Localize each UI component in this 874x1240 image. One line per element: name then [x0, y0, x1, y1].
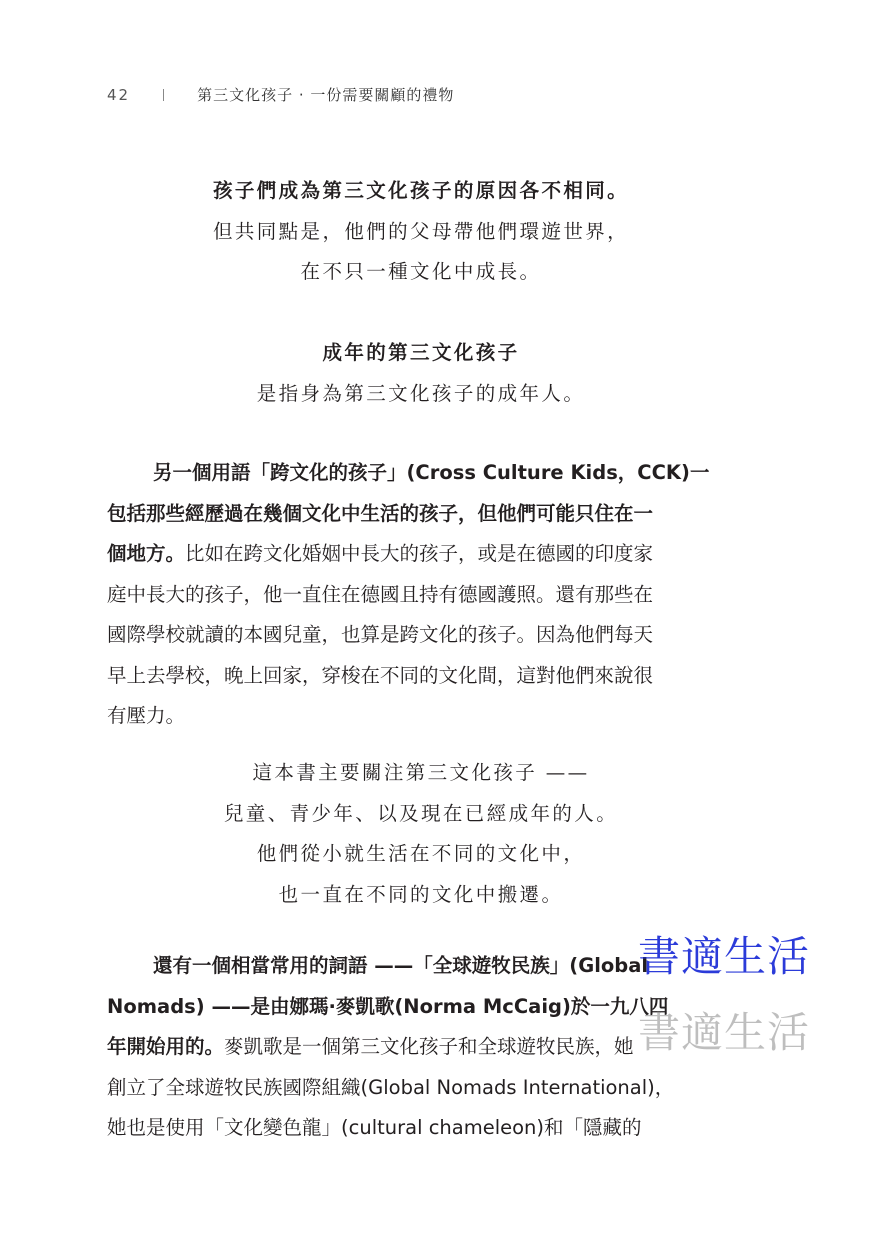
text-line: 國際學校就讀的本國兒童，也算是跨文化的孩子。因為他們每天	[107, 623, 654, 646]
text-line: 創立了全球遊牧民族國際組織(Global Nomads International)，	[107, 1075, 675, 1099]
page-number: 42	[107, 86, 131, 104]
body-paragraph-1	[107, 453, 735, 737]
running-title: 第三文化孩子 · 一份需要關顧的禮物	[197, 86, 455, 104]
quote-block-1	[107, 171, 735, 293]
text-line: Nomads) ——是由娜瑪·麥凱歌(Norma McCaig)於一九八四	[107, 994, 669, 1018]
quote-line: 這本書主要關注第三文化孩子 ——	[252, 761, 590, 784]
bold-run: 個地方。	[107, 542, 186, 565]
text-line: 另一個用語「跨文化的孩子」(Cross Culture Kids，CCK)一	[153, 461, 710, 484]
text-line: 她也是使用「文化變色龍」(cultural chameleon)和「隱藏的	[107, 1116, 642, 1139]
header-divider	[163, 89, 164, 101]
quote-line: 兒童、青少年、以及現在已經成年的人。	[223, 801, 619, 825]
text-run: 比如在跨文化婚姻中長大的孩子，或是在德國的印度家	[185, 542, 654, 565]
text-line: 還有一個相當常用的詞語 ——「全球遊牧民族」(Global	[153, 954, 649, 977]
text-line	[107, 534, 735, 575]
quote-line: 他們從小就生活在不同的文化中，	[256, 842, 586, 865]
quote-block-2	[107, 333, 735, 414]
quote-line: 但共同點是，他們的父母帶他們環遊世界，	[212, 219, 630, 243]
quote-line: 孩子們成為第三文化孩子的原因各不相同。	[212, 179, 630, 202]
watermark-blue: 書適生活	[638, 932, 811, 981]
text-run: 麥凱歌是一個第三文化孩子和全球遊牧民族，她	[224, 1035, 634, 1058]
quote-line: 也一直在不同的文化中搬遷。	[278, 882, 564, 906]
quote-line: 成年的第三文化孩子	[322, 341, 520, 364]
quote-line: 在不只一種文化中成長。	[300, 260, 542, 283]
bold-run: 年開始用的。	[107, 1035, 225, 1058]
quote-line: 是指身為第三文化孩子的成年人。	[256, 381, 586, 405]
text-line: 早上去學校，晚上回家，穿梭在不同的文化間，這對他們來說很	[107, 663, 654, 687]
text-line: 庭中長大的孩子，他一直住在德國且持有德國護照。還有那些在	[107, 582, 654, 606]
watermark-gray: 書適生活	[638, 1008, 811, 1057]
text-line: 包括那些經歷過在幾個文化中生活的孩子，但他們可能只住在一	[107, 501, 654, 525]
text-line: 有壓力。	[107, 704, 186, 727]
quote-block-3	[107, 753, 735, 915]
running-header	[107, 84, 454, 105]
